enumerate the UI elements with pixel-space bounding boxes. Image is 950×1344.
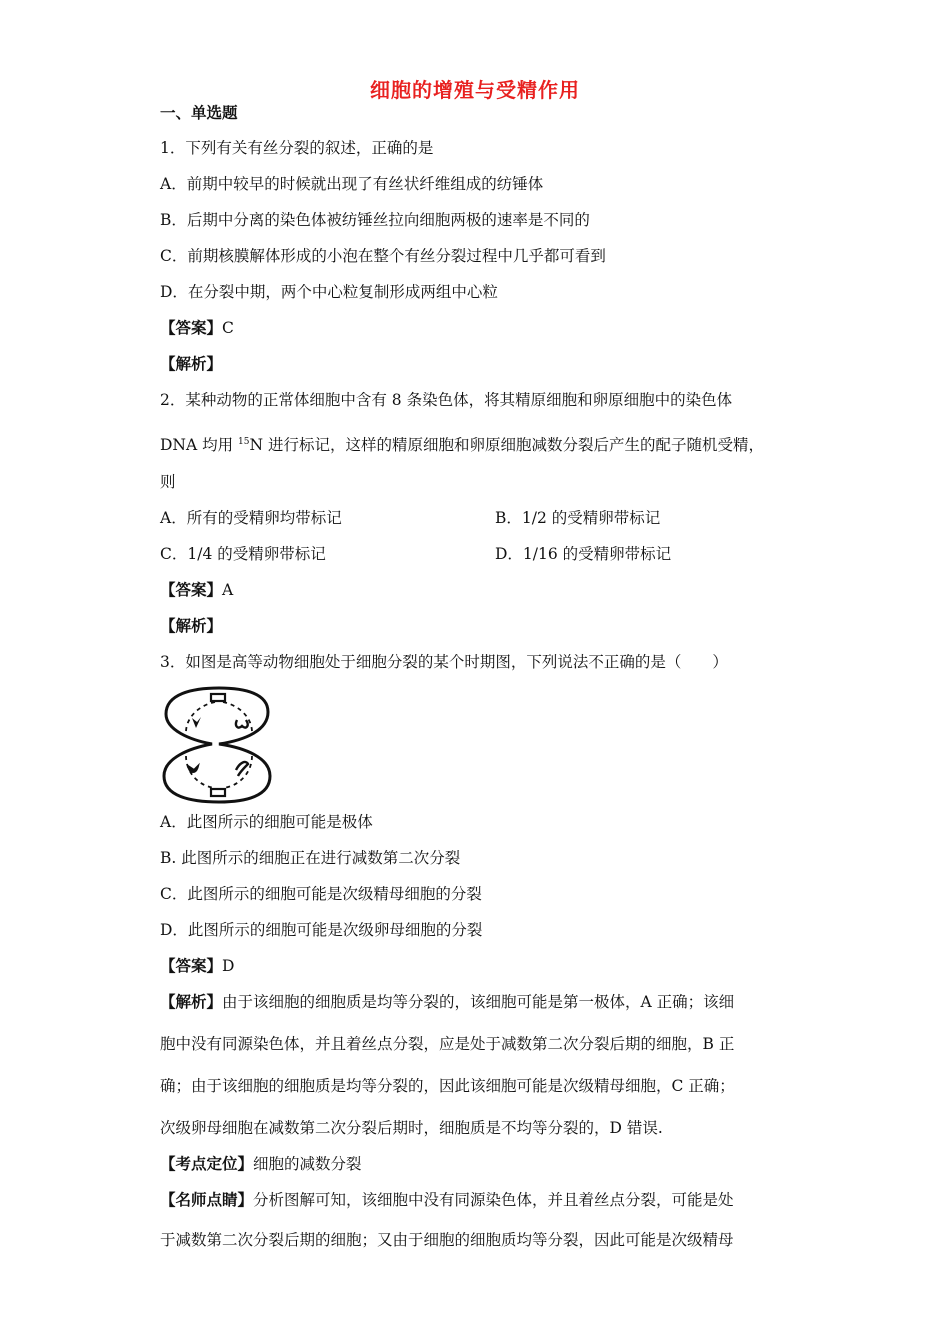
- kaodian-label: 【考点定位】: [160, 1155, 254, 1173]
- q2-stem-line2: [160, 431, 764, 456]
- q3-answer: [160, 955, 234, 977]
- q3-kaodian: [160, 1153, 362, 1175]
- q2-analysis-label: 【解析】: [160, 617, 223, 635]
- answer-value: D: [222, 957, 235, 975]
- q2-option-b: B．1/2 的受精卵带标记: [495, 509, 661, 527]
- q1-option-c: C．前期核膜解体形成的小泡在整个有丝分裂过程中几乎都可看到: [160, 247, 606, 265]
- answer-label: 【答案】: [160, 581, 223, 599]
- q2-stem-line1: 2．某种动物的正常体细胞中含有 8 条染色体，将其精原细胞和卵原细胞中的染色体: [160, 391, 733, 409]
- q3-analysis-line2: 胞中没有同源染色体，并且着丝点分裂，应是处于减数第二次分裂后期的细胞，B 正: [160, 1035, 735, 1053]
- answer-value: A: [222, 581, 234, 599]
- q3-option-b: B. 此图所示的细胞正在进行减数第二次分裂: [160, 849, 461, 867]
- q3-option-c: C．此图所示的细胞可能是次级精母细胞的分裂: [160, 885, 482, 903]
- analysis-text: 由于该细胞的细胞质是均等分裂的，该细胞可能是第一极体，A 正确；该细: [222, 993, 735, 1011]
- q1-option-b: B．后期中分离的染色体被纺锤丝拉向细胞两极的速率是不同的: [160, 211, 590, 229]
- q3-analysis-line3: 确；由于该细胞的细胞质是均等分裂的，因此该细胞可能是次级精母细胞，C 正确；: [160, 1077, 735, 1095]
- q3-option-d: D．此图所示的细胞可能是次级卵母细胞的分裂: [160, 921, 483, 939]
- cell-division-figure: [160, 684, 278, 806]
- chromosome: [236, 720, 248, 728]
- q3-analysis-line4: 次级卵母细胞在减数第二次分裂后期时，细胞质是不均等分裂的，D 错误.: [160, 1119, 663, 1137]
- q2-option-a: A．所有的受精卵均带标记: [160, 509, 342, 527]
- kaodian-text: 细胞的减数分裂: [253, 1155, 362, 1173]
- q2-stem-line3: 则: [160, 473, 176, 491]
- q2-stem-text: DNA 均用: [160, 436, 239, 454]
- q2-option-c: C．1/4 的受精卵带标记: [160, 545, 326, 563]
- q2-stem-text-rest: N 进行标记，这样的精原细胞和卵原细胞减数分裂后产生的配子随机受精，: [249, 436, 764, 454]
- q1-answer: [160, 317, 234, 339]
- q1-option-a: A．前期中较早的时候就出现了有丝状纤维组成的纺锤体: [160, 175, 544, 193]
- q3-analysis-line1: [160, 991, 734, 1013]
- analysis-label: 【解析】: [160, 993, 223, 1011]
- q1-analysis-label: 【解析】: [160, 355, 223, 373]
- answer-label: 【答案】: [160, 319, 223, 337]
- centrosome-bottom: [211, 789, 225, 796]
- q1-option-d: D．在分裂中期，两个中心粒复制形成两组中心粒: [160, 283, 498, 301]
- centrosome-top: [211, 694, 225, 701]
- mingshi-text: 分析图解可知，该细胞中没有同源染色体，并且着丝点分裂，可能是处: [253, 1191, 734, 1209]
- page-title: 细胞的增殖与受精作用: [370, 78, 580, 102]
- section-heading: 一、单选题: [160, 104, 238, 122]
- q2-option-d: D．1/16 的受精卵带标记: [495, 545, 672, 563]
- q3-mingshi-line2: 于减数第二次分裂后期的细胞；又由于细胞的细胞质均等分裂，因此可能是次级精母: [160, 1231, 734, 1249]
- q2-answer: [160, 579, 233, 601]
- q3-mingshi-line1: [160, 1189, 734, 1211]
- chromosome: [192, 717, 201, 728]
- cell-membrane: [164, 688, 270, 802]
- q3-stem: 3．如图是高等动物细胞处于细胞分裂的某个时期图，下列说法不正确的是（ ）: [160, 653, 728, 671]
- chromosome: [188, 766, 198, 772]
- q1-stem: 1．下列有关有丝分裂的叙述，正确的是: [160, 139, 434, 157]
- answer-value: C: [222, 319, 234, 337]
- q3-option-a: A．此图所示的细胞可能是极体: [160, 813, 373, 831]
- isotope-superscript: 15: [238, 437, 250, 447]
- answer-label: 【答案】: [160, 957, 223, 975]
- mingshi-label: 【名师点睛】: [160, 1191, 254, 1209]
